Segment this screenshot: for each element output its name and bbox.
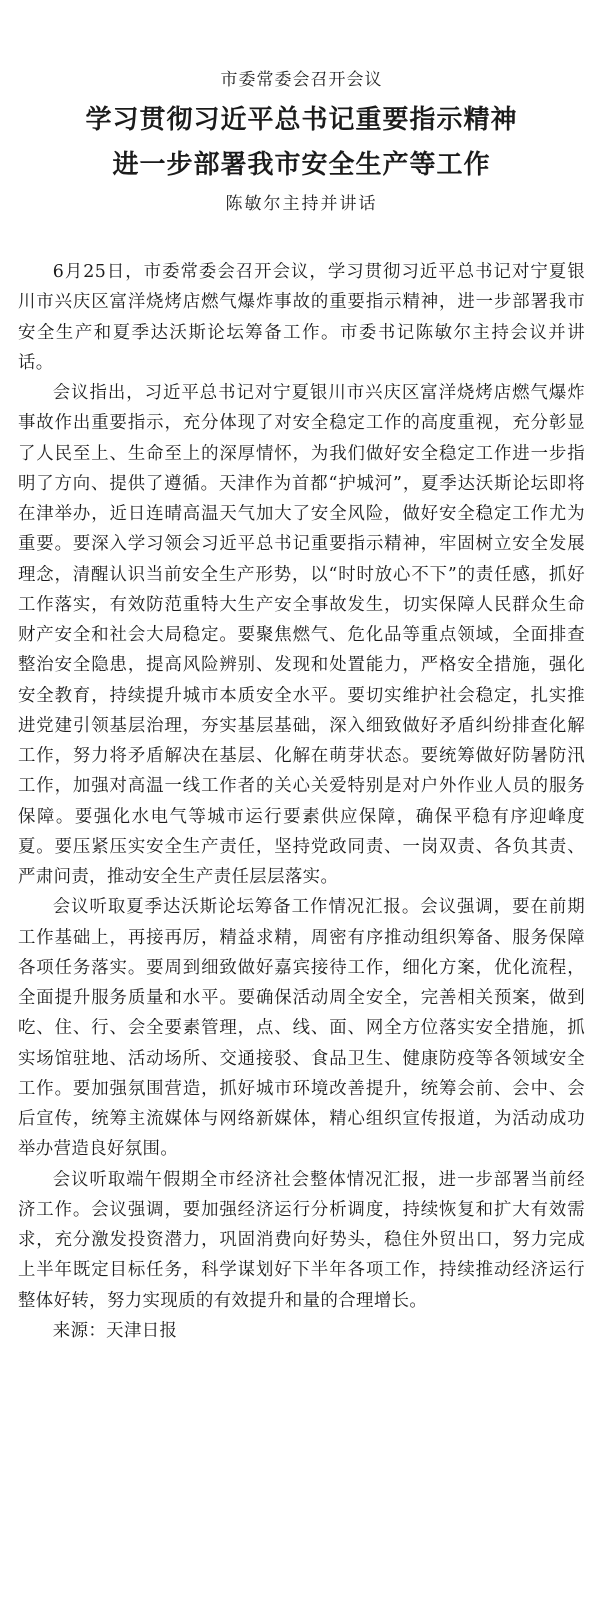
headline-line-2: 进一步部署我市安全生产等工作	[112, 150, 491, 180]
paragraph-4: 会议听取端午假期全市经济社会整体情况汇报，进一步部署当前经济工作。会议强调，要加强经济运行分析调度，持续恢复和扩大有效需求，充分激发投资潜力，巩固消费向好势头，稳住外贸出口，努力完成上半年既定目标任务，科学谋划好下半年各项工作，持续推动经济运行整体好转，努力实现质的有效提升和量的合理增长。	[18, 1169, 585, 1311]
headline-line-1: 学习贯彻习近平总书记重要指示精神	[85, 105, 518, 135]
paragraph-2: 会议指出，习近平总书记对宁夏银川市兴庆区富洋烧烤店燃气爆炸事故作出重要指示，充分体现了对安全稳定工作的高度重视，充分彰显了人民至上、生命至上的深厚情怀，为我们做好安全稳定工作进一步指明了方向、提供了遵循。天津作为首都“护城河”，夏季达沃斯论坛即将在津举办，近日连晴高温天气加大了安全风险，做好安全稳定工作尤为重要。要深入学习领会习近平总书记重要指示精神，牢固树立安全发展理念，清醒认识当前安全生产形势，以“时时放心不下”的责任感，抓好工作落实，有效防范重特大生产安全事故发生，切实保障人民群众生命财产安全和社会大局稳定。要聚焦燃气、危化品等重点领域，全面排查整治安全隐患，提高风险辨别、发现和处置能力，严格安全措施，强化安全教育，持续提升城市本质安全水平。要切实维护社会稳定，扎实推进党建引领基层治理，夯实基层基础，深入细致做好矛盾纠纷排查化解工作，努力将矛盾解决在基层、化解在萌芽状态。要统筹做好防暑防汛工作，加强对高温一线工作者的关心关爱特别是对户外作业人员的服务保障。要强化水电气等城市运行要素供应保障，确保平稳有序迎峰度夏。要压紧压实安全生产责任，坚持党政同责、一岗双责、各负其责、严肃问责，推动安全生产责任层层落实。	[18, 383, 585, 887]
kicker-title: 市委常委会召开会议	[220, 70, 383, 90]
paragraph-3: 会议听取夏季达沃斯论坛筹备工作情况汇报。会议强调，要在前期工作基础上，再接再厉，精益求精，周密有序推动组织筹备、服务保障各项任务落实。要周到细致做好嘉宾接待工作，细化方案，优化流程，全面提升服务质量和水平。要确保活动周全安全，完善相关预案，做到吃、住、行、会全要素管理，点、线、面、网全方位落实安全措施，抓实场馆驻地、活动场所、交通接驳、食品卫生、健康防疫等各领域安全工作。要加强氛围营造，抓好城市环境改善提升，统筹会前、会中、会后宣传，统筹主流媒体与网络新媒体，精心组织宣传报道，为活动成功举办营造良好氛围。	[18, 897, 585, 1160]
paragraph-1: 6月25日，市委常委会召开会议，学习贯彻习近平总书记对宁夏银川市兴庆区富洋烧烤店燃气爆炸事故的重要指示精神，进一步部署我市安全生产和夏季达沃斯论坛筹备工作。市委书记陈敏尔主持会议并讲话。	[18, 262, 585, 373]
article-body	[18, 257, 585, 1346]
byline: 陈敏尔主持并讲话	[225, 194, 378, 214]
source-credit: 来源：天津日报	[52, 1320, 178, 1341]
